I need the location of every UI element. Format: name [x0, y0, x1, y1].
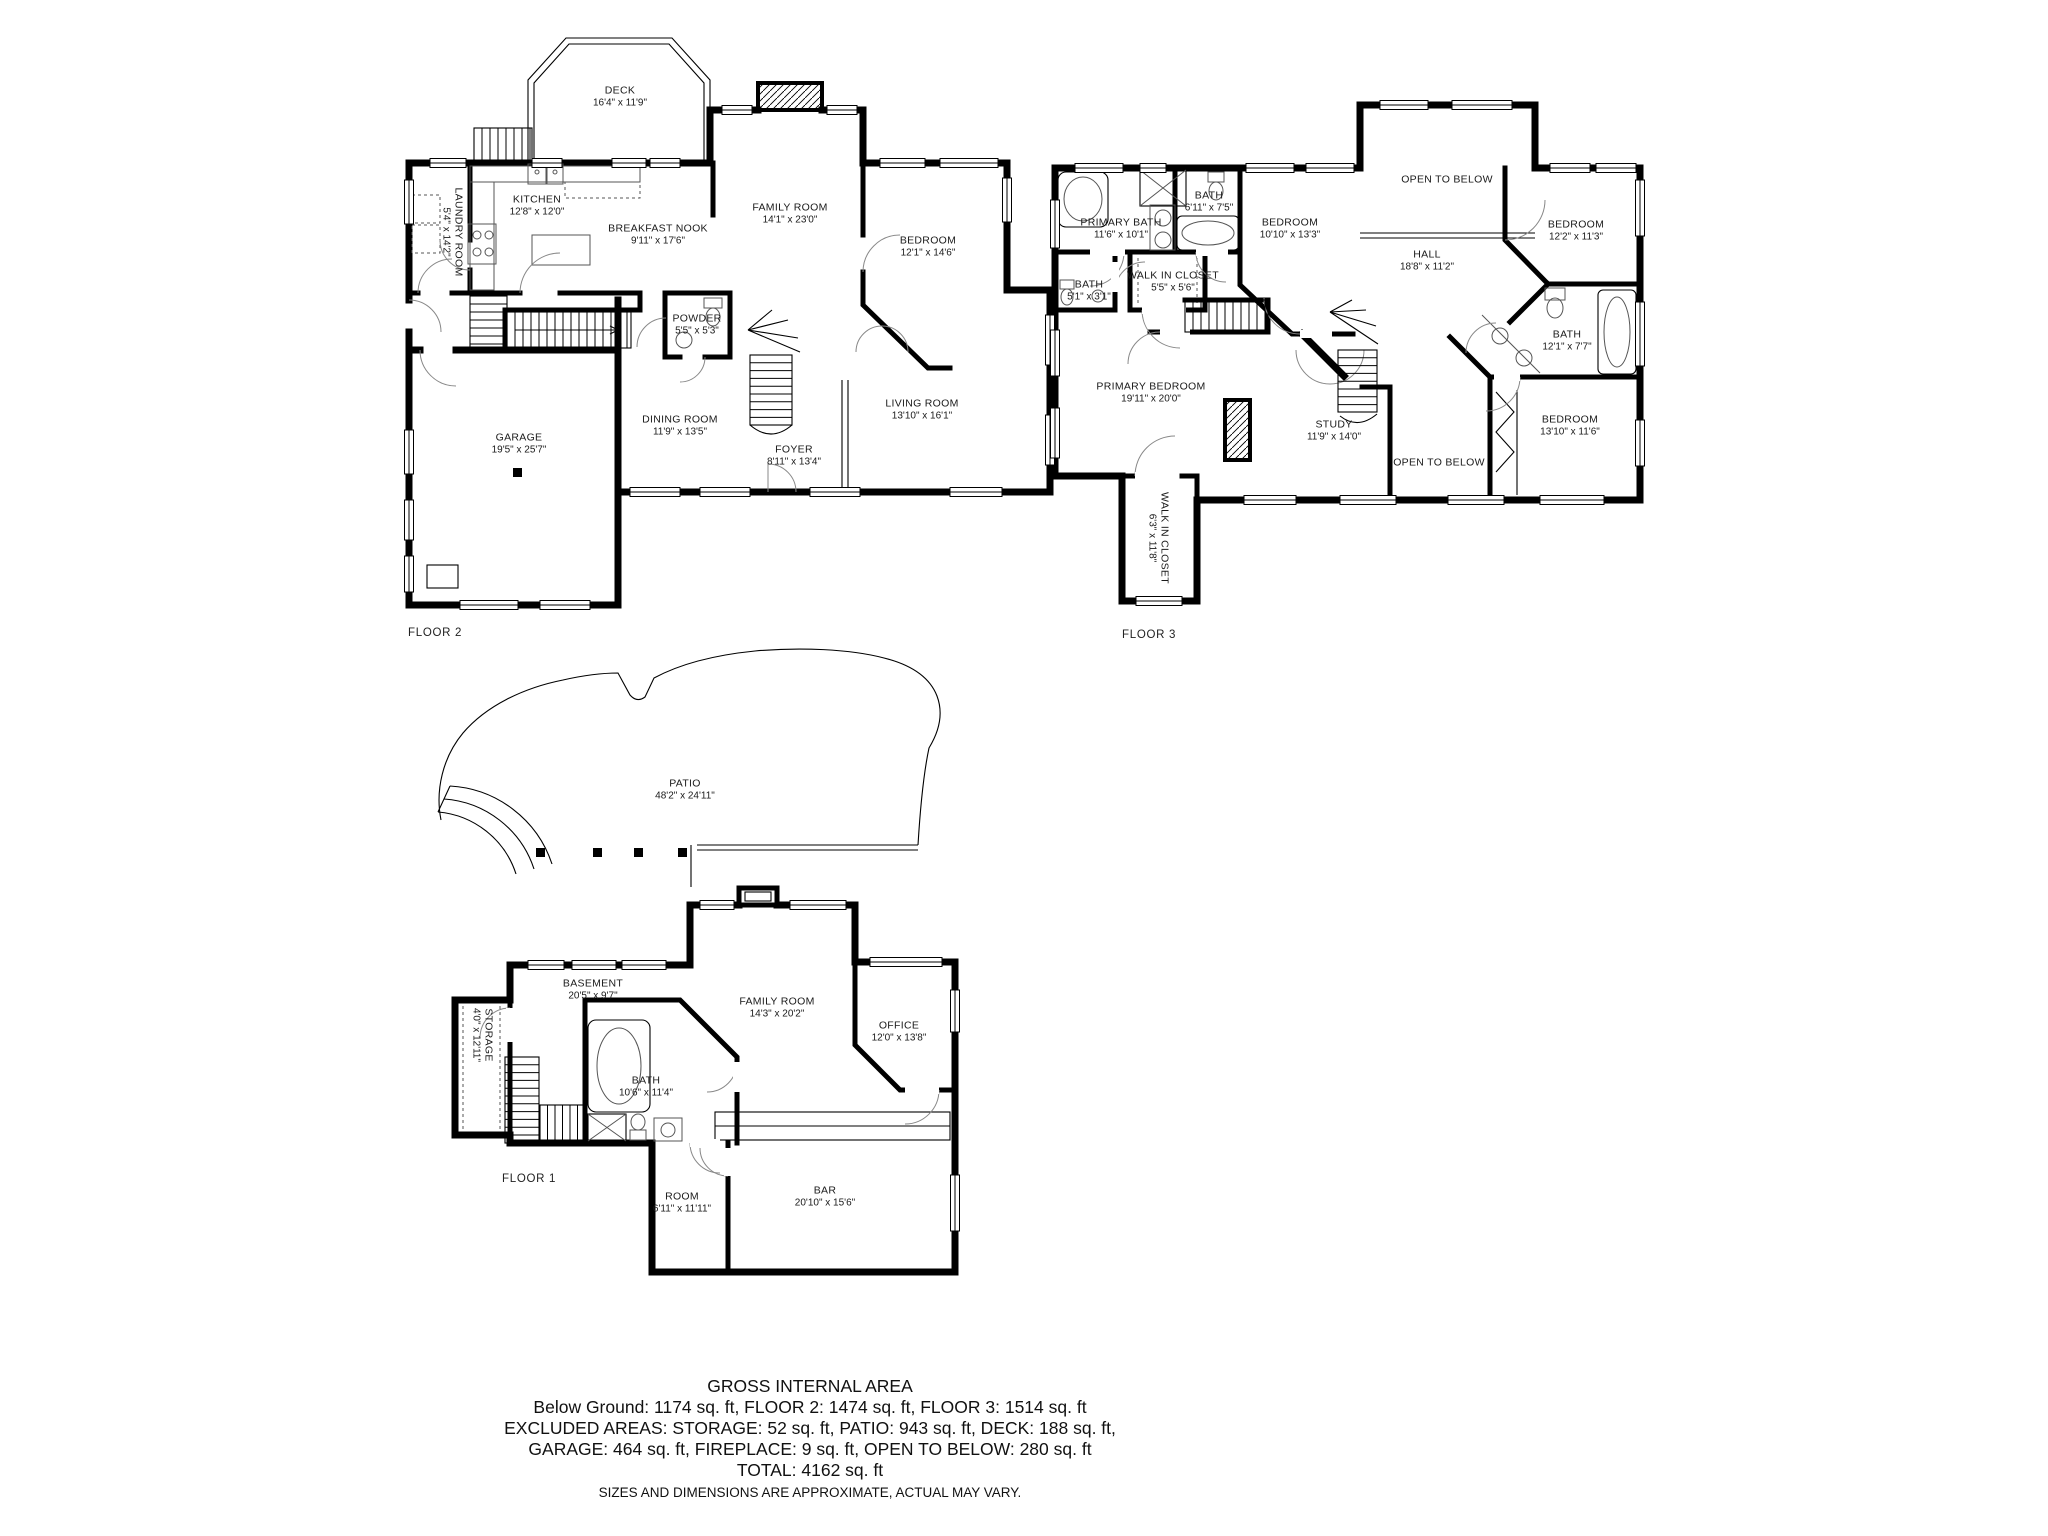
room-label-room	[653, 1192, 711, 1215]
room-dims: 6'11" x 7'5"	[1184, 202, 1234, 213]
room-name: PATIO	[669, 777, 701, 790]
room-dims: 19'5" x 25'7"	[491, 444, 547, 455]
room-label-kitchen	[510, 195, 565, 218]
room-dims: 14'1" x 23'0"	[762, 214, 818, 225]
room-label-bath	[1185, 191, 1234, 214]
room-name: BEDROOM	[899, 234, 957, 247]
room-name: WALK IN CLOSET	[1158, 492, 1171, 584]
room-dims: 11'9" x 13'5"	[652, 426, 708, 437]
room-name: BREAKFAST NOOK	[608, 222, 708, 235]
room-dims: 16'4" x 11'9"	[592, 97, 648, 108]
floor2-plan	[409, 38, 1050, 605]
room-name: HALL	[1413, 248, 1441, 261]
room-name: OPEN TO BELOW	[1393, 456, 1485, 469]
room-dims: 13'10" x 11'6"	[1540, 426, 1600, 437]
room-label-walk-in-closet	[1147, 492, 1170, 584]
room-name: BAR	[813, 1184, 837, 1197]
room-name: FAMILY ROOM	[739, 995, 815, 1008]
room-label-basement	[563, 979, 623, 1002]
room-label-bath	[1542, 330, 1591, 353]
room-label-office	[872, 1021, 927, 1044]
room-label-bedroom	[1540, 415, 1600, 438]
room-dims: 14'3" x 20'2"	[749, 1008, 805, 1019]
room-name: KITCHEN	[512, 193, 562, 206]
room-dims: 5'1" x 3'1"	[1067, 291, 1111, 302]
summary-block	[504, 1376, 1116, 1500]
room-label-dining-room	[642, 415, 718, 438]
room-name: LAUNDRY ROOM	[452, 187, 465, 277]
room-dims: 6'3" x 11'8"	[1147, 513, 1158, 563]
floor-label-1: FLOOR 2	[408, 627, 463, 639]
room-label-bedroom	[900, 236, 956, 259]
summary-total: TOTAL: 4162 sq. ft	[736, 1460, 884, 1480]
room-name: BEDROOM	[1261, 216, 1319, 229]
room-dims: 5'4" x 14'2"	[441, 207, 452, 257]
room-name: BATH	[1552, 328, 1582, 341]
room-label-patio	[655, 779, 715, 802]
room-label-laundry-room	[441, 188, 464, 277]
room-dims: 10'6" x 11'4"	[618, 1087, 674, 1098]
floor-label-2: FLOOR 3	[1122, 629, 1177, 641]
room-name: DECK	[604, 84, 636, 97]
room-name: STUDY	[1315, 418, 1353, 431]
room-name: BASEMENT	[562, 977, 624, 990]
room-label-family-room	[739, 997, 814, 1020]
room-dims: 9'11" x 17'6"	[630, 235, 686, 246]
room-dims: 13'10" x 16'1"	[891, 410, 953, 421]
room-name: BATH	[1194, 189, 1224, 202]
room-dims: 11'9" x 14'0"	[1306, 431, 1362, 442]
room-label-primary-bedroom	[1096, 382, 1205, 405]
room-label-storage	[471, 1008, 494, 1062]
room-name: GARAGE	[495, 431, 543, 444]
room-name: PRIMARY BATH	[1080, 216, 1162, 229]
room-label-deck	[593, 86, 647, 109]
room-label-family-room	[752, 203, 827, 226]
room-label-hall	[1400, 250, 1454, 273]
room-name: PRIMARY BEDROOM	[1096, 380, 1206, 393]
room-dims: 4'0" x 12'11"	[471, 1007, 482, 1063]
summary-excluded-line: EXCLUDED AREAS: STORAGE: 52 sq. ft, PATIO: 943 sq. ft, DECK: 188 sq. ft,	[504, 1418, 1116, 1438]
room-dims: 12'1" x 14'6"	[900, 247, 956, 258]
room-dims: 18'8" x 11'2"	[1399, 261, 1455, 272]
summary-excluded-line2: GARAGE: 464 sq. ft, FIREPLACE: 9 sq. ft, OPEN TO BELOW: 280 sq. ft	[528, 1439, 1092, 1459]
floor-label-3: FLOOR 1	[502, 1173, 557, 1185]
room-label-walk-in-closet	[1127, 271, 1219, 294]
room-name: BEDROOM	[1547, 218, 1605, 231]
room-dims: 12'2" x 11'3"	[1548, 231, 1604, 242]
room-label-bath	[1067, 280, 1111, 303]
floor3-plan	[1055, 105, 1640, 601]
room-label-powder	[672, 314, 721, 337]
room-label-primary-bath	[1080, 218, 1161, 241]
room-dims: 8'11" x 13'4"	[766, 456, 822, 467]
room-name: POWDER	[672, 312, 722, 325]
room-dims: 5'5" x 5'3"	[675, 325, 719, 336]
room-name: WALK IN CLOSET	[1127, 269, 1219, 282]
summary-title: GROSS INTERNAL AREA	[707, 1376, 913, 1396]
room-dims: 12'8" x 12'0"	[509, 206, 565, 217]
room-label-bedroom	[1260, 218, 1320, 241]
room-dims: 5'5" x 5'6"	[1151, 282, 1195, 293]
room-label-bedroom	[1548, 220, 1604, 243]
room-dims: 48'2" x 24'11"	[655, 790, 715, 801]
room-label-bar	[795, 1186, 855, 1209]
room-name: BATH	[1074, 278, 1104, 291]
room-dims: 20'5" x 9'7"	[568, 990, 618, 1001]
room-label-living-room	[885, 399, 958, 422]
room-name: ROOM	[665, 1190, 699, 1203]
room-dims: 19'11" x 20'0"	[1121, 393, 1181, 404]
room-dims: 12'0" x 13'8"	[871, 1032, 927, 1043]
room-dims: 10'10" x 13'3"	[1259, 229, 1321, 240]
room-name: STORAGE	[482, 1008, 495, 1062]
room-name: DINING ROOM	[642, 413, 718, 426]
room-name: OPEN TO BELOW	[1401, 173, 1493, 186]
room-label-breakfast-nook	[608, 224, 708, 247]
room-name: BEDROOM	[1541, 413, 1599, 426]
room-label-foyer	[767, 445, 821, 468]
room-name: OFFICE	[878, 1019, 920, 1032]
room-dims: 20'10" x 15'6"	[794, 1197, 856, 1208]
room-label-garage	[492, 433, 547, 456]
room-label-bath	[619, 1076, 673, 1099]
summary-areas-line: Below Ground: 1174 sq. ft, FLOOR 2: 1474 sq. ft, FLOOR 3: 1514 sq. ft	[533, 1397, 1087, 1417]
summary-disclaimer: SIZES AND DIMENSIONS ARE APPROXIMATE, ACTUAL MAY VARY.	[598, 1485, 1022, 1500]
room-name: LIVING ROOM	[885, 397, 959, 410]
room-dims: 6'11" x 11'11"	[652, 1203, 712, 1214]
room-label-open-to-below	[1393, 457, 1485, 469]
room-label-study	[1307, 420, 1361, 443]
room-name: BATH	[631, 1074, 661, 1087]
room-label-open-to-below	[1401, 174, 1493, 186]
room-name: FAMILY ROOM	[752, 201, 828, 214]
room-dims: 12'1" x 7'7"	[1542, 341, 1592, 352]
room-dims: 11'6" x 10'1"	[1093, 229, 1149, 240]
room-name: FOYER	[775, 443, 813, 456]
